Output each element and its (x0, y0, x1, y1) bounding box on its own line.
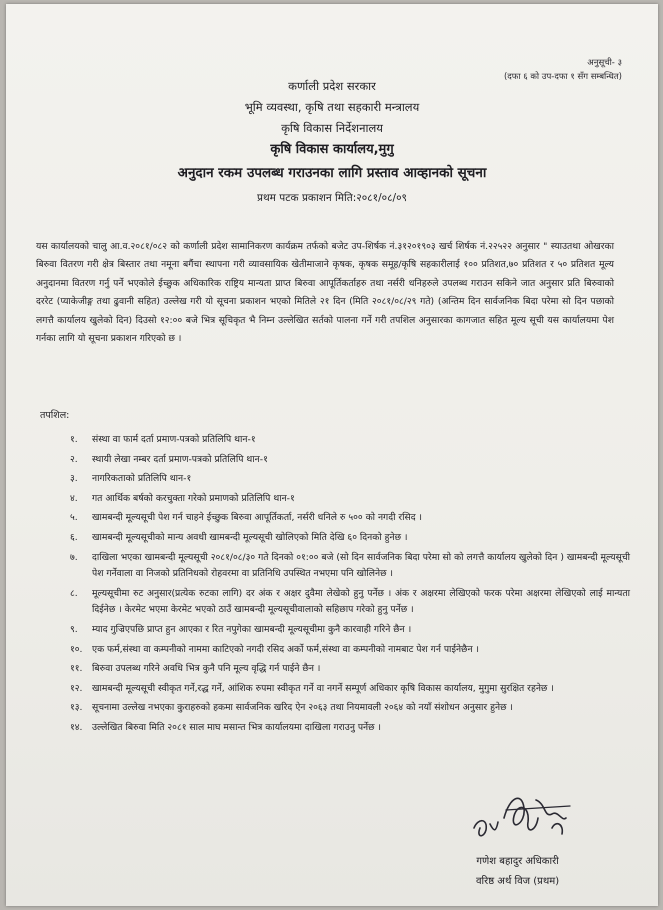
intro-paragraph: यस कार्यालयको चालु आ.व.२०८१/०८२ को कर्णाली प्रदेश सामानिकरण कार्यक्रम तर्फको बजेट उप-शिर्षक नं.३१२०१९०३ खर्च शिर्षक नं.२२५२२ अनुसार " स्याउतथा ओखरका बिरुवा वितरण गरी क्षेत्र बिस्तार तथा नमूना बगैंचा स्थापना गरी व्यावसायिक खेतीमाजाने कृषक, कृषक समूह/कृषि सहकारीलाई १०० प्रतिशत,७० प्रतिशत र ५० प्रतिशत मूल्य अनुदानमा वितरण गर्नु पर्ने भएकोले ईच्छुक अधिकारिक राष्ट्रिय मान्यता प्राप्त बिरुवा आपूर्तिकर्ताहरु तथा नर्सरी धनिहरुले उपलब्ध गराउन सकिने जात अनुसार प्रति बिरुवाको दररेट (प्याकेजीङ्ग तथा ढुवानी सहित) उल्लेख गरी यो सूचना प्रकाशन भएको मितिले २१ दिन (मिति २०८१/०८/२९ गते) (अन्तिम दिन सार्वजनिक बिदा परेमा सो दिन पछाको लगत्तै कार्यालय खुलेको दिन) दिउसो १२:०० बजे भित्र सूचिकृत भै निम्न उल्लेखित सर्तको पालना गर्ने गरी तपशिल अनुसारका कागजात सहित मूल्य सूची यस कार्यालयमा पेश गर्नका लागि यो सूचना प्रकाशन गरिएको छ । (36, 241, 614, 345)
condition-number: ६. (70, 531, 78, 543)
condition-text: मूल्यसूचीमा रुट अनुसार(प्रत्येक रुटका लागि) दर अंक र अक्षर दुवैमा लेखेको हुनु पर्नेछ । अंक र अक्षरमा लेखिएको फरक परेमा अक्षरमा लेखिएको लाई मान्यता दिईनेछ । केरमेट भएमा केरमेट भएको ठाउँ खामबन्दी मूल्यसूचीवालाको सहिछाप गरेको हुनु पर्नेछ । (92, 587, 630, 616)
condition-number: १०. (70, 643, 83, 655)
condition-item (70, 471, 630, 488)
condition-text: स्थायी लेखा नम्बर दर्ता प्रमाण-पत्रको प्रतिलिपि थान-१ (92, 453, 268, 465)
condition-number: ११. (70, 663, 83, 675)
condition-text: संस्था वा फार्म दर्ता प्रमाण-पत्रको प्रतिलिपि थान-१ (92, 434, 256, 445)
annex-note: (दफा ६ को उप-दफा १ सँग सम्बन्धित) (503, 72, 622, 82)
condition-item (70, 681, 630, 698)
condition-text: नागरिकताको प्रतिलिपि थान-१ (92, 473, 192, 485)
condition-text: बिरुवा उपलब्ध गरिने अवधि भित्र कुनै पनि मूल्य वृद्धि गर्न पाईने छैन । (92, 663, 321, 675)
notice-title: अनुदान रकम उपलब्ध गराउनका लागि प्रस्ताव आव्हानको सूचना (177, 165, 487, 181)
condition-number: ५. (70, 512, 78, 524)
directorate-name: कृषि विकास निर्देशनालय (281, 121, 383, 135)
details-heading: तपशिल: (40, 410, 70, 421)
condition-text: खामबन्दी मूल्यसूची स्वीकृत गर्ने,रद्ध गर्ने, आंशिक रुपमा स्वीकृत गर्ने वा नगर्ने सम्पूर्ण अधिकार कृषि विकास कार्यालय, मुगुमा सुरक्षित रहनेछ । (92, 682, 554, 694)
condition-number: १४. (70, 721, 83, 733)
condition-item (70, 510, 630, 527)
condition-item (70, 586, 630, 619)
conditions-list (70, 432, 630, 740)
condition-number: २. (70, 453, 78, 465)
condition-text: एक फर्म,संस्था वा कम्पनीको नाममा काटिएको नगदी रसिद अर्को फर्म,संस्था वा कम्पनीको नामबाट पेश गर्न पाईनेछैन । (92, 643, 479, 655)
condition-item (70, 452, 630, 469)
condition-item (70, 491, 630, 508)
condition-number: ४. (70, 492, 78, 504)
signatory-name: गणेश बहादुर अधिकारी (476, 856, 559, 867)
condition-text: म्याद गुज्रिएपछि प्राप्त हुन आएका र रित नपुगेका खामबन्दी मूल्यसूचीमा कुनै कारवाही गरिने छैन । (92, 623, 412, 635)
publication-date: प्रथम पटक प्रकाशन मिति:२०८१/०८/०९ (256, 192, 408, 204)
condition-number: ७. (70, 551, 78, 563)
condition-item (70, 432, 630, 449)
condition-number: ९. (70, 623, 78, 635)
condition-number: १. (70, 434, 78, 445)
letterhead (6, 76, 658, 209)
condition-number: १२. (70, 682, 83, 694)
handwritten-signature (466, 788, 586, 850)
condition-text: खामबन्दी मूल्यसूचीको मान्य अवधी खामबन्दी मूल्यसूची खोलिएको मिति देखि ६० दिनको हुनेछ । (92, 531, 408, 543)
condition-text: गत आर्थिक बर्षको करचुक्ता गरेको प्रमाणको प्रतिलिपि थान-१ (92, 492, 295, 504)
notice-document (6, 4, 658, 906)
condition-item (70, 720, 630, 737)
signatory-designation: वरिष्ठ अर्थ विज (प्रथम) (476, 876, 560, 887)
ministry-name: भूमि व्यवस्था, कृषि तथा सहकारी मन्त्रालय (244, 100, 420, 114)
office-name: कृषि विकास कार्यालय,मुगु (270, 142, 394, 157)
condition-number: ८. (70, 587, 78, 599)
condition-text: उल्लेखित बिरुवा मिति २०८१ साल माघ मसान्त भित्र कार्यालयमा दाखिला गराउनु पर्नेछ । (92, 721, 381, 733)
condition-item (70, 550, 630, 583)
condition-text: खामबन्दी मूल्यसूची पेश गर्न चाहने ईच्छुक बिरुवा आपूर्तिकर्ता, नर्सरी धनिले रु ५०० को नगदी रसिद । (92, 512, 423, 524)
condition-item (70, 642, 630, 659)
signatory-block (476, 852, 559, 892)
government-name: कर्णाली प्रदेश सरकार (288, 79, 376, 93)
condition-number: १३. (70, 702, 83, 714)
condition-text: दाखिला भएका खामबन्दी मूल्यसूची २०८१/०८/३० गते दिनको ०१:०० बजे (सो दिन सार्वजनिक बिदा परेमा सो को लगत्तै कार्यालय खुलेको दिन ) खामबन्दी मूल्यसूची पेश गर्नेवाला वा निजको प्रतिनिधको रोहवरमा वा प्रतिनिधि उपस्थित नभएमा पनि खोलिनेछ । (92, 551, 630, 580)
condition-item (70, 700, 630, 717)
condition-item (70, 661, 630, 678)
condition-text: सूचनामा उल्लेख नभएका कुराहरुको हकमा सार्वजनिक खरिद ऐन २०६३ तथा नियमावली २०६४ को नयाँ संशोधन अनुसार हुनेछ । (92, 702, 513, 714)
annex-label: अनुसूची- ३ (587, 58, 622, 68)
condition-item (70, 530, 630, 547)
condition-item (70, 622, 630, 639)
condition-number: ३. (70, 473, 78, 485)
